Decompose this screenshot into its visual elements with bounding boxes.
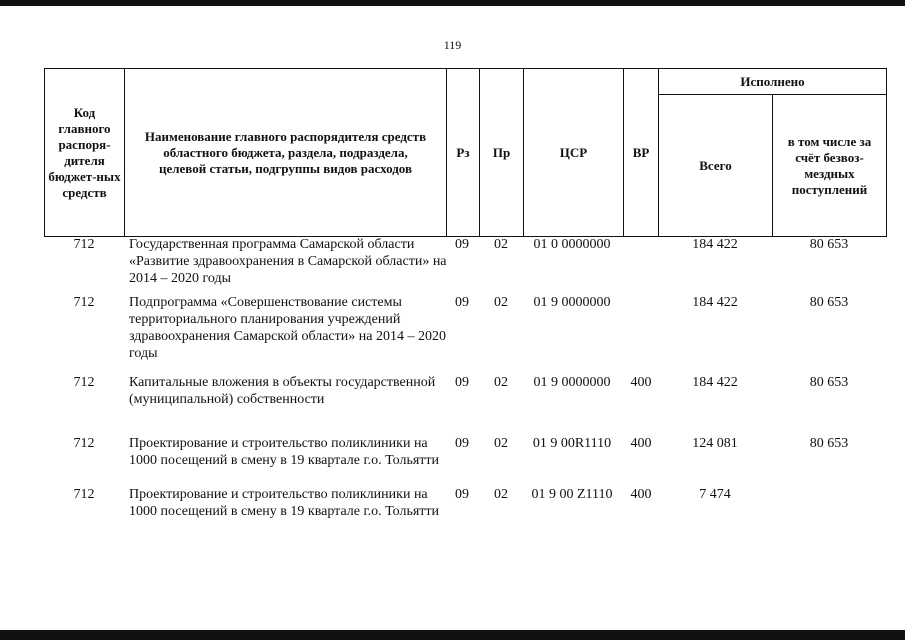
row-name: Проектирование и строительство поликлиники на 1000 посещений в смену в 19 квартале г.о. Тольятти xyxy=(129,436,440,468)
row-csr: 01 0 0000000 xyxy=(533,237,611,252)
row-code: 712 xyxy=(73,295,95,310)
row-name: Проектирование и строительство поликлиники на 1000 посещений в смену в 19 квартале г.о. Тольятти xyxy=(129,487,440,519)
row-vr: 400 xyxy=(630,436,652,451)
header-name: Наименование главного распорядителя средств областного бюджета, раздела, подраздела, целевой статьи, подгруппы видов расходов xyxy=(125,69,447,237)
row-csr: 01 9 00R1110 xyxy=(532,436,612,451)
header-rz: Рз xyxy=(447,69,480,237)
row-pr: 02 xyxy=(494,487,508,502)
row-code: 712 xyxy=(73,487,95,502)
row-code: 712 xyxy=(73,436,95,451)
row-pr: 02 xyxy=(494,237,508,252)
row-incl: 80 653 xyxy=(809,375,849,390)
row-name: Подпрограмма «Совершенствование системы территориального планирования учреждений здравоохранения Самарской области» на 2014 – 2020 годы xyxy=(129,295,446,361)
row-total: 184 422 xyxy=(692,375,738,390)
row-code: 712 xyxy=(73,375,95,390)
header-code: Код главного распоря-дителя бюджет-ных средств xyxy=(45,69,125,237)
row-incl: 80 653 xyxy=(809,237,849,252)
row-vr: 400 xyxy=(630,375,652,390)
row-vr: 400 xyxy=(630,487,652,502)
row-incl: 80 653 xyxy=(809,295,849,310)
header-csr: ЦСР xyxy=(524,69,624,237)
row-name: Капитальные вложения в объекты государственной (муниципальной) собственности xyxy=(129,375,436,407)
row-csr: 01 9 0000000 xyxy=(533,375,611,390)
header-vr: ВР xyxy=(624,69,659,237)
row-rz: 09 xyxy=(455,375,469,390)
table-header xyxy=(44,68,887,237)
row-total: 124 081 xyxy=(692,436,738,451)
row-rz: 09 xyxy=(455,436,469,451)
page-number: 119 xyxy=(443,38,462,52)
row-rz: 09 xyxy=(455,237,469,252)
top-border xyxy=(0,0,905,6)
header-pr: Пр xyxy=(480,69,524,237)
row-incl: 80 653 xyxy=(809,436,849,451)
header-total: Всего xyxy=(659,95,773,237)
row-total: 7 474 xyxy=(699,487,731,502)
row-csr: 01 9 00 Z1110 xyxy=(531,487,613,502)
row-pr: 02 xyxy=(494,295,508,310)
row-name: Государственная программа Самарской области «Развитие здравоохранения в Самарской области» на 2014 – 2020 годы xyxy=(129,237,447,286)
row-csr: 01 9 0000000 xyxy=(533,295,611,310)
row-rz: 09 xyxy=(455,487,469,502)
row-pr: 02 xyxy=(494,375,508,390)
row-total: 184 422 xyxy=(692,237,738,252)
row-rz: 09 xyxy=(455,295,469,310)
row-total: 184 422 xyxy=(692,295,738,310)
header-incl: в том числе за счёт безвоз-мездных поступлений xyxy=(773,95,887,237)
row-pr: 02 xyxy=(494,436,508,451)
bottom-border xyxy=(0,630,905,640)
row-code: 712 xyxy=(73,237,95,252)
header-executed: Исполнено xyxy=(659,69,887,95)
